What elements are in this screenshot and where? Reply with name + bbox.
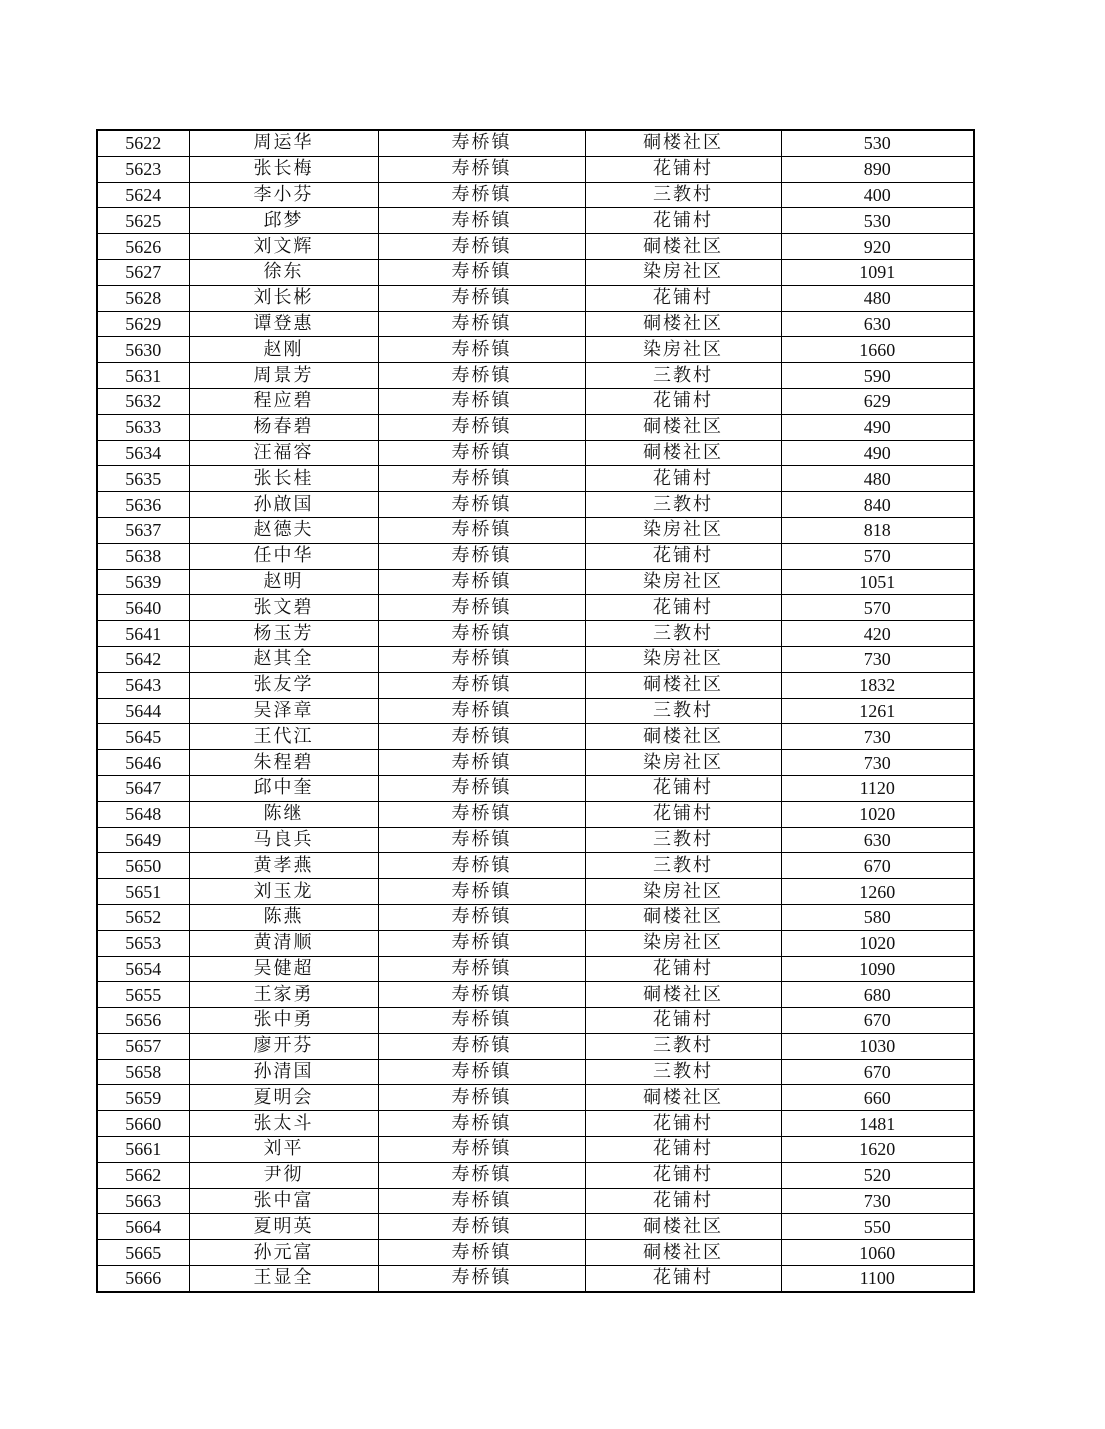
table-row — [97, 1214, 974, 1240]
row-number-cell: 5663 — [97, 1188, 189, 1214]
amount-cell: 490 — [781, 440, 974, 466]
table-row — [97, 853, 974, 879]
amount-cell: 1261 — [781, 698, 974, 724]
data-table — [96, 129, 975, 1293]
village-cell: 花铺村 — [585, 1162, 781, 1188]
table-row — [97, 440, 974, 466]
row-number-cell: 5661 — [97, 1137, 189, 1163]
row-number-cell: 5655 — [97, 982, 189, 1008]
town-cell: 寿桥镇 — [378, 1266, 585, 1292]
town-cell: 寿桥镇 — [378, 1059, 585, 1085]
table-row — [97, 182, 974, 208]
table-row — [97, 956, 974, 982]
table-row — [97, 337, 974, 363]
name-cell: 赵德夫 — [189, 517, 378, 543]
town-cell: 寿桥镇 — [378, 1085, 585, 1111]
table-row — [97, 156, 974, 182]
table-row — [97, 1188, 974, 1214]
town-cell: 寿桥镇 — [378, 621, 585, 647]
row-number-cell: 5631 — [97, 363, 189, 389]
town-cell: 寿桥镇 — [378, 595, 585, 621]
table-row — [97, 234, 974, 260]
amount-cell: 550 — [781, 1214, 974, 1240]
amount-cell: 1091 — [781, 259, 974, 285]
amount-cell: 730 — [781, 1188, 974, 1214]
name-cell: 孙元富 — [189, 1240, 378, 1266]
village-cell: 硐楼社区 — [585, 1085, 781, 1111]
row-number-cell: 5656 — [97, 1008, 189, 1034]
name-cell: 夏明会 — [189, 1085, 378, 1111]
name-cell: 刘平 — [189, 1137, 378, 1163]
row-number-cell: 5624 — [97, 182, 189, 208]
amount-cell: 1020 — [781, 930, 974, 956]
amount-cell: 590 — [781, 363, 974, 389]
row-number-cell: 5623 — [97, 156, 189, 182]
row-number-cell: 5652 — [97, 904, 189, 930]
table-row — [97, 311, 974, 337]
table-row — [97, 1240, 974, 1266]
table-body — [97, 130, 974, 1292]
village-cell: 花铺村 — [585, 388, 781, 414]
name-cell: 刘文辉 — [189, 234, 378, 260]
town-cell: 寿桥镇 — [378, 1162, 585, 1188]
name-cell: 黄孝燕 — [189, 853, 378, 879]
town-cell: 寿桥镇 — [378, 879, 585, 905]
amount-cell: 1060 — [781, 1240, 974, 1266]
row-number-cell: 5642 — [97, 646, 189, 672]
row-number-cell: 5649 — [97, 827, 189, 853]
table-row — [97, 595, 974, 621]
name-cell: 张长桂 — [189, 466, 378, 492]
row-number-cell: 5626 — [97, 234, 189, 260]
town-cell: 寿桥镇 — [378, 827, 585, 853]
amount-cell: 1260 — [781, 879, 974, 905]
row-number-cell: 5632 — [97, 388, 189, 414]
town-cell: 寿桥镇 — [378, 285, 585, 311]
town-cell: 寿桥镇 — [378, 956, 585, 982]
amount-cell: 1660 — [781, 337, 974, 363]
row-number-cell: 5664 — [97, 1214, 189, 1240]
row-number-cell: 5634 — [97, 440, 189, 466]
table-row — [97, 492, 974, 518]
row-number-cell: 5639 — [97, 569, 189, 595]
row-number-cell: 5660 — [97, 1111, 189, 1137]
name-cell: 汪福容 — [189, 440, 378, 466]
village-cell: 三教村 — [585, 621, 781, 647]
town-cell: 寿桥镇 — [378, 904, 585, 930]
table-row — [97, 1266, 974, 1292]
village-cell: 三教村 — [585, 853, 781, 879]
name-cell: 赵明 — [189, 569, 378, 595]
village-cell: 花铺村 — [585, 595, 781, 621]
village-cell: 硐楼社区 — [585, 311, 781, 337]
village-cell: 三教村 — [585, 1033, 781, 1059]
village-cell: 三教村 — [585, 1059, 781, 1085]
town-cell: 寿桥镇 — [378, 1214, 585, 1240]
row-number-cell: 5625 — [97, 208, 189, 234]
town-cell: 寿桥镇 — [378, 1188, 585, 1214]
amount-cell: 630 — [781, 311, 974, 337]
village-cell: 花铺村 — [585, 801, 781, 827]
village-cell: 染房社区 — [585, 646, 781, 672]
amount-cell: 818 — [781, 517, 974, 543]
table-row — [97, 750, 974, 776]
town-cell: 寿桥镇 — [378, 801, 585, 827]
row-number-cell: 5665 — [97, 1240, 189, 1266]
name-cell: 黄清顺 — [189, 930, 378, 956]
name-cell: 陈燕 — [189, 904, 378, 930]
table-row — [97, 982, 974, 1008]
town-cell: 寿桥镇 — [378, 982, 585, 1008]
village-cell: 硐楼社区 — [585, 1240, 781, 1266]
table-row — [97, 672, 974, 698]
name-cell: 朱程碧 — [189, 750, 378, 776]
amount-cell: 670 — [781, 1059, 974, 1085]
amount-cell: 520 — [781, 1162, 974, 1188]
amount-cell: 1120 — [781, 775, 974, 801]
table-row — [97, 1008, 974, 1034]
table-row — [97, 724, 974, 750]
name-cell: 王家勇 — [189, 982, 378, 1008]
row-number-cell: 5635 — [97, 466, 189, 492]
row-number-cell: 5645 — [97, 724, 189, 750]
town-cell: 寿桥镇 — [378, 930, 585, 956]
row-number-cell: 5654 — [97, 956, 189, 982]
town-cell: 寿桥镇 — [378, 414, 585, 440]
town-cell: 寿桥镇 — [378, 543, 585, 569]
name-cell: 吴健超 — [189, 956, 378, 982]
row-number-cell: 5659 — [97, 1085, 189, 1111]
town-cell: 寿桥镇 — [378, 492, 585, 518]
town-cell: 寿桥镇 — [378, 363, 585, 389]
village-cell: 三教村 — [585, 492, 781, 518]
name-cell: 杨玉芳 — [189, 621, 378, 647]
village-cell: 三教村 — [585, 698, 781, 724]
village-cell: 花铺村 — [585, 1188, 781, 1214]
town-cell: 寿桥镇 — [378, 311, 585, 337]
amount-cell: 1051 — [781, 569, 974, 595]
amount-cell: 670 — [781, 853, 974, 879]
table-row — [97, 1111, 974, 1137]
table-row — [97, 259, 974, 285]
table-row — [97, 1033, 974, 1059]
table-row — [97, 363, 974, 389]
table-row — [97, 879, 974, 905]
amount-cell: 730 — [781, 724, 974, 750]
town-cell: 寿桥镇 — [378, 646, 585, 672]
row-number-cell: 5643 — [97, 672, 189, 698]
town-cell: 寿桥镇 — [378, 182, 585, 208]
row-number-cell: 5658 — [97, 1059, 189, 1085]
village-cell: 花铺村 — [585, 956, 781, 982]
town-cell: 寿桥镇 — [378, 1111, 585, 1137]
amount-cell: 1620 — [781, 1137, 974, 1163]
village-cell: 硐楼社区 — [585, 130, 781, 156]
document-page — [96, 129, 973, 1293]
name-cell: 孙啟国 — [189, 492, 378, 518]
table-row — [97, 388, 974, 414]
town-cell: 寿桥镇 — [378, 466, 585, 492]
name-cell: 邱中奎 — [189, 775, 378, 801]
village-cell: 染房社区 — [585, 750, 781, 776]
amount-cell: 629 — [781, 388, 974, 414]
row-number-cell: 5627 — [97, 259, 189, 285]
town-cell: 寿桥镇 — [378, 569, 585, 595]
name-cell: 刘长彬 — [189, 285, 378, 311]
table-row — [97, 130, 974, 156]
town-cell: 寿桥镇 — [378, 130, 585, 156]
name-cell: 邱梦 — [189, 208, 378, 234]
amount-cell: 530 — [781, 130, 974, 156]
village-cell: 花铺村 — [585, 1111, 781, 1137]
amount-cell: 580 — [781, 904, 974, 930]
name-cell: 夏明英 — [189, 1214, 378, 1240]
name-cell: 马良兵 — [189, 827, 378, 853]
name-cell: 赵刚 — [189, 337, 378, 363]
row-number-cell: 5651 — [97, 879, 189, 905]
table-row — [97, 1085, 974, 1111]
village-cell: 染房社区 — [585, 259, 781, 285]
name-cell: 杨春碧 — [189, 414, 378, 440]
name-cell: 张中富 — [189, 1188, 378, 1214]
town-cell: 寿桥镇 — [378, 517, 585, 543]
amount-cell: 400 — [781, 182, 974, 208]
name-cell: 周景芳 — [189, 363, 378, 389]
row-number-cell: 5636 — [97, 492, 189, 518]
village-cell: 硐楼社区 — [585, 440, 781, 466]
name-cell: 吴泽章 — [189, 698, 378, 724]
name-cell: 陈继 — [189, 801, 378, 827]
row-number-cell: 5629 — [97, 311, 189, 337]
town-cell: 寿桥镇 — [378, 1137, 585, 1163]
row-number-cell: 5637 — [97, 517, 189, 543]
table-row — [97, 569, 974, 595]
village-cell: 三教村 — [585, 827, 781, 853]
amount-cell: 670 — [781, 1008, 974, 1034]
row-number-cell: 5648 — [97, 801, 189, 827]
town-cell: 寿桥镇 — [378, 156, 585, 182]
name-cell: 尹彻 — [189, 1162, 378, 1188]
table-row — [97, 414, 974, 440]
name-cell: 程应碧 — [189, 388, 378, 414]
table-row — [97, 517, 974, 543]
row-number-cell: 5644 — [97, 698, 189, 724]
table-row — [97, 1059, 974, 1085]
village-cell: 硐楼社区 — [585, 904, 781, 930]
town-cell: 寿桥镇 — [378, 337, 585, 363]
amount-cell: 1100 — [781, 1266, 974, 1292]
town-cell: 寿桥镇 — [378, 698, 585, 724]
amount-cell: 730 — [781, 646, 974, 672]
name-cell: 张文碧 — [189, 595, 378, 621]
town-cell: 寿桥镇 — [378, 775, 585, 801]
table-row — [97, 466, 974, 492]
amount-cell: 1832 — [781, 672, 974, 698]
town-cell: 寿桥镇 — [378, 724, 585, 750]
table-row — [97, 827, 974, 853]
village-cell: 花铺村 — [585, 208, 781, 234]
table-row — [97, 1162, 974, 1188]
amount-cell: 730 — [781, 750, 974, 776]
name-cell: 王代江 — [189, 724, 378, 750]
town-cell: 寿桥镇 — [378, 672, 585, 698]
name-cell: 张太斗 — [189, 1111, 378, 1137]
row-number-cell: 5657 — [97, 1033, 189, 1059]
row-number-cell: 5646 — [97, 750, 189, 776]
village-cell: 硐楼社区 — [585, 672, 781, 698]
village-cell: 花铺村 — [585, 1008, 781, 1034]
name-cell: 李小芬 — [189, 182, 378, 208]
row-number-cell: 5647 — [97, 775, 189, 801]
village-cell: 花铺村 — [585, 1266, 781, 1292]
amount-cell: 840 — [781, 492, 974, 518]
village-cell: 三教村 — [585, 182, 781, 208]
name-cell: 任中华 — [189, 543, 378, 569]
town-cell: 寿桥镇 — [378, 750, 585, 776]
name-cell: 赵其全 — [189, 646, 378, 672]
town-cell: 寿桥镇 — [378, 440, 585, 466]
row-number-cell: 5666 — [97, 1266, 189, 1292]
amount-cell: 490 — [781, 414, 974, 440]
row-number-cell: 5662 — [97, 1162, 189, 1188]
row-number-cell: 5630 — [97, 337, 189, 363]
table-row — [97, 775, 974, 801]
village-cell: 硐楼社区 — [585, 234, 781, 260]
row-number-cell: 5622 — [97, 130, 189, 156]
name-cell: 孙清国 — [189, 1059, 378, 1085]
row-number-cell: 5628 — [97, 285, 189, 311]
town-cell: 寿桥镇 — [378, 388, 585, 414]
name-cell: 徐东 — [189, 259, 378, 285]
amount-cell: 630 — [781, 827, 974, 853]
village-cell: 染房社区 — [585, 879, 781, 905]
name-cell: 张中勇 — [189, 1008, 378, 1034]
town-cell: 寿桥镇 — [378, 1033, 585, 1059]
village-cell: 染房社区 — [585, 930, 781, 956]
town-cell: 寿桥镇 — [378, 208, 585, 234]
name-cell: 谭登惠 — [189, 311, 378, 337]
village-cell: 染房社区 — [585, 337, 781, 363]
table-row — [97, 621, 974, 647]
village-cell: 花铺村 — [585, 285, 781, 311]
row-number-cell: 5653 — [97, 930, 189, 956]
name-cell: 刘玉龙 — [189, 879, 378, 905]
village-cell: 花铺村 — [585, 543, 781, 569]
village-cell: 三教村 — [585, 363, 781, 389]
table-row — [97, 698, 974, 724]
amount-cell: 1090 — [781, 956, 974, 982]
amount-cell: 530 — [781, 208, 974, 234]
village-cell: 硐楼社区 — [585, 982, 781, 1008]
amount-cell: 420 — [781, 621, 974, 647]
table-row — [97, 543, 974, 569]
village-cell: 花铺村 — [585, 1137, 781, 1163]
town-cell: 寿桥镇 — [378, 1008, 585, 1034]
name-cell: 王显全 — [189, 1266, 378, 1292]
row-number-cell: 5641 — [97, 621, 189, 647]
village-cell: 花铺村 — [585, 775, 781, 801]
town-cell: 寿桥镇 — [378, 259, 585, 285]
town-cell: 寿桥镇 — [378, 1240, 585, 1266]
name-cell: 张长梅 — [189, 156, 378, 182]
table-row — [97, 285, 974, 311]
row-number-cell: 5633 — [97, 414, 189, 440]
name-cell: 张友学 — [189, 672, 378, 698]
amount-cell: 1020 — [781, 801, 974, 827]
amount-cell: 480 — [781, 466, 974, 492]
village-cell: 染房社区 — [585, 569, 781, 595]
amount-cell: 660 — [781, 1085, 974, 1111]
village-cell: 硐楼社区 — [585, 414, 781, 440]
village-cell: 硐楼社区 — [585, 724, 781, 750]
town-cell: 寿桥镇 — [378, 853, 585, 879]
amount-cell: 920 — [781, 234, 974, 260]
table-row — [97, 1137, 974, 1163]
row-number-cell: 5640 — [97, 595, 189, 621]
table-row — [97, 930, 974, 956]
amount-cell: 890 — [781, 156, 974, 182]
name-cell: 廖开芬 — [189, 1033, 378, 1059]
row-number-cell: 5650 — [97, 853, 189, 879]
row-number-cell: 5638 — [97, 543, 189, 569]
village-cell: 花铺村 — [585, 156, 781, 182]
amount-cell: 570 — [781, 543, 974, 569]
village-cell: 花铺村 — [585, 466, 781, 492]
name-cell: 周运华 — [189, 130, 378, 156]
village-cell: 染房社区 — [585, 517, 781, 543]
table-row — [97, 904, 974, 930]
amount-cell: 1481 — [781, 1111, 974, 1137]
amount-cell: 570 — [781, 595, 974, 621]
town-cell: 寿桥镇 — [378, 234, 585, 260]
table-row — [97, 801, 974, 827]
village-cell: 硐楼社区 — [585, 1214, 781, 1240]
amount-cell: 680 — [781, 982, 974, 1008]
amount-cell: 1030 — [781, 1033, 974, 1059]
table-row — [97, 208, 974, 234]
table-row — [97, 646, 974, 672]
amount-cell: 480 — [781, 285, 974, 311]
